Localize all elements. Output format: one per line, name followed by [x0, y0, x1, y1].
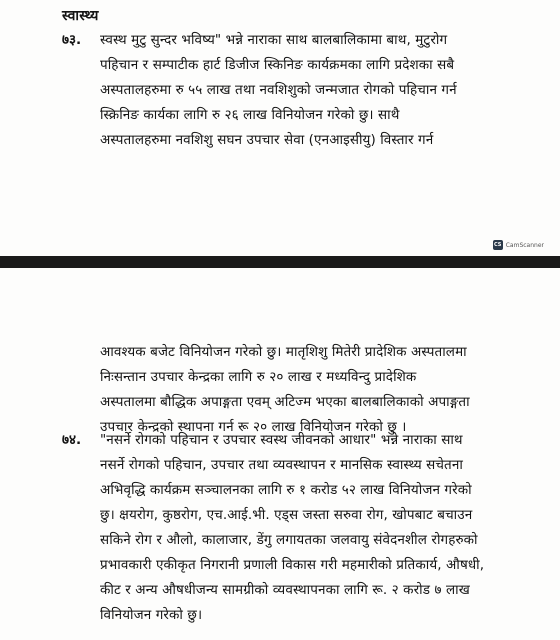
text-line: कीट र अन्य औषधीजन्य सामग्रीको व्यवस्थापनका लागि रू. २ करोड ७ लाख [100, 582, 470, 598]
text-line: छु। क्षयरोग, कुष्ठरोग, एच.आई.भी. एड्स जस्ता सरुवा रोग, खोपबाट बचाउन [100, 507, 473, 523]
paragraph-number: ७३. [62, 32, 82, 48]
paragraph-74 [62, 428, 530, 628]
paragraph-number: ७४. [62, 432, 82, 448]
scanned-page-bottom [0, 268, 560, 640]
text-line: स्वस्थ मुटु सुन्दर भविष्य" भन्ने नाराका साथ बालबालिकामा बाथ, मुटुरोग [100, 32, 448, 48]
text-line: निःसन्तान उपचार केन्द्रका लागि रु २० लाख र मध्यविन्दु प्रादेशिक [100, 369, 417, 385]
paragraph-73 [62, 28, 530, 153]
text-line: अस्पतालमा बौद्धिक अपाङ्गता एवम् अटिज्म भएका बालबालिकाको अपाङ्गता [100, 394, 470, 410]
text-line: उपचार केन्द्रको स्थापना गर्न रू २० लाख विनियोजन गरेको छु । [100, 419, 407, 435]
text-line: विनियोजन गरेको छु। [100, 607, 203, 623]
camscanner-logo-icon: CS [494, 242, 502, 248]
text-line: नसर्ने रोगको पहिचान, उपचार तथा व्यवस्थापन र मानसिक स्वास्थ्य सचेतना [100, 457, 463, 473]
text-line: आवश्यक बजेट विनियोजन गरेको छु। मातृशिशु मितेरी प्रादेशिक अस्पतालमा [100, 344, 467, 360]
text-line: प्रभावकारी एकीकृत निगरानी प्रणाली विकास गरी महमारीको प्रतिकार्य, औषधी, [100, 557, 485, 573]
text-line: स्क्रिनिङ कार्यका लागि रु २६ लाख विनियोजन गरेको छु। साथै [100, 107, 400, 123]
text-line: अस्पतालहरुमा नवशिशु सघन उपचार सेवा (एनआइसीयु) विस्तार गर्न [100, 132, 434, 148]
text-line: अभिवृद्धि कार्यक्रम सञ्चालनका लागि रु १ करोड ५२ लाख विनियोजन गरेको [100, 482, 472, 498]
text-line: पहिचान र सम्पाटीक हार्ट डिजीज स्किनिङ कार्यक्रमका लागि प्रदेशका सबै [100, 57, 455, 73]
scanned-page-top [0, 0, 560, 256]
section-heading: स्वास्थ्य [62, 8, 99, 24]
camscanner-label: CamScanner [505, 241, 544, 249]
text-line: अस्पतालहरुमा रु ५५ लाख तथा नवशिशुको जन्मजात रोगको पहिचान गर्न [100, 82, 457, 98]
camscanner-watermark [493, 240, 544, 250]
page-divider [0, 256, 560, 268]
text-line: सकिने रोग र औलो, कालाजार, डेंगु लगायतका जलवायु संवेदनशील रोगहरुको [100, 532, 478, 548]
text-line: "नसर्ने रोगको पहिचान र उपचार स्वस्थ जीवनको आधार" भन्ने नाराका साथ [100, 432, 463, 448]
paragraph-73-continued [100, 340, 530, 440]
